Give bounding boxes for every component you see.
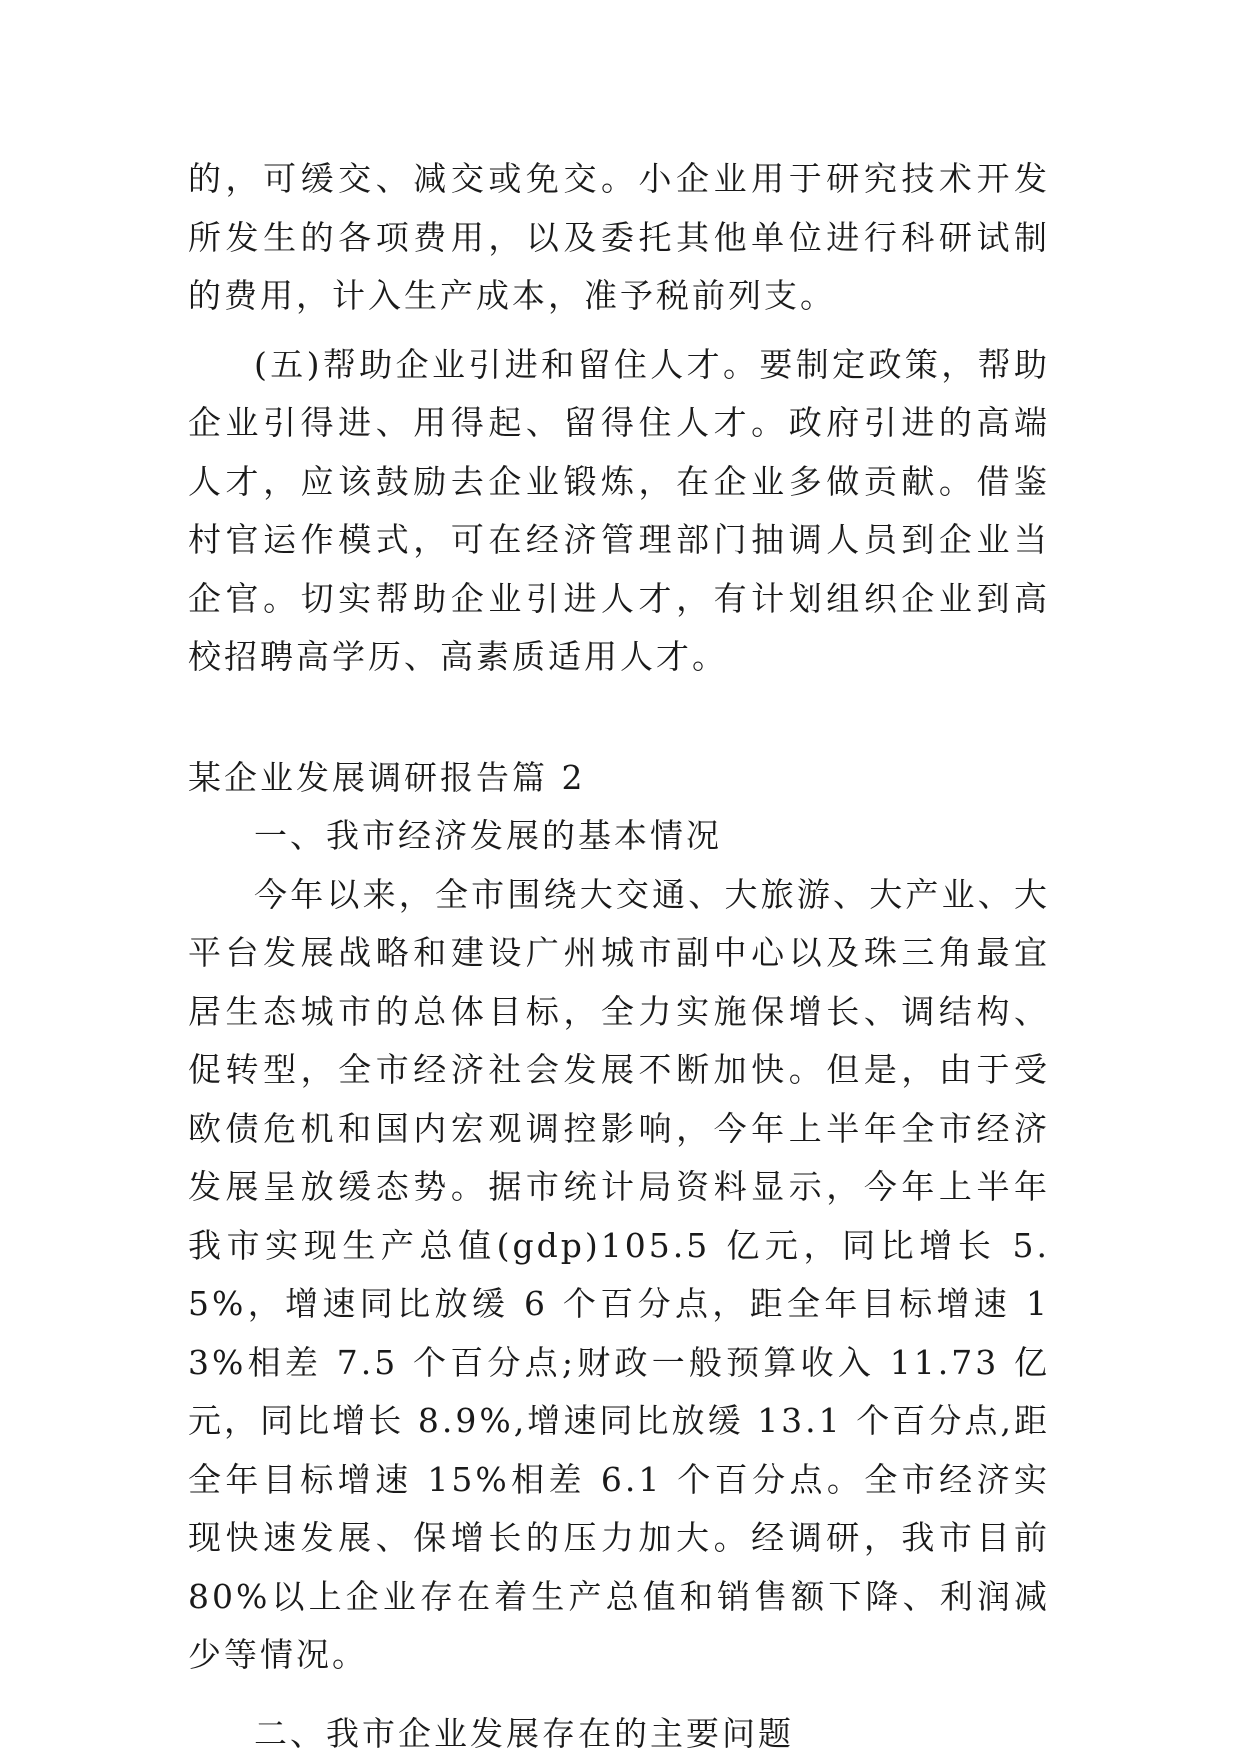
heading-economic-situation: 一、我市经济发展的基本情况 <box>188 807 1050 866</box>
paragraph-tax-deferral: 的，可缓交、减交或免交。小企业用于研究技术开发所发生的各项费用，以及委托其他单位进行科研试制的费用，计入生产成本，准予税前列支。 <box>188 150 1050 326</box>
document-page <box>188 150 1050 1763</box>
section-title: 某企业发展调研报告篇 2 <box>188 749 1050 808</box>
paragraph-economic-situation: 今年以来，全市围绕大交通、大旅游、大产业、大平台发展战略和建设广州城市副中心以及珠三角最宜居生态城市的总体目标，全力实施保增长、调结构、促转型，全市经济社会发展不断加快。但是，由于受欧债危机和国内宏观调控影响，今年上半年全市经济发展呈放缓态势。据市统计局资料显示，今年上半年我市实现生产总值(gdp)105.5 亿元，同比增长 5.5%，增速同比放缓 6 个百分点，距全年目标增速 13%相差 7.5 个百分点;财政一般预算收入 11.73 亿元，同比增长 8.9%,增速同比放缓 13.1 个百分点,距全年目标增速 15%相差 6.1 个百分点。全市经济实现快速发展、保增长的压力加大。经调研，我市目前 80%以上企业存在着生产总值和销售额下降、利润减少等情况。 <box>188 866 1050 1685</box>
heading-main-problems: 二、我市企业发展存在的主要问题 <box>188 1705 1050 1763</box>
paragraph-talent-policy: (五)帮助企业引进和留住人才。要制定政策，帮助企业引得进、用得起、留得住人才。政府引进的高端人才，应该鼓励去企业锻炼，在企业多做贡献。借鉴村官运作模式，可在经济管理部门抽调人员到企业当企官。切实帮助企业引进人才，有计划组织企业到高校招聘高学历、高素质适用人才。 <box>188 336 1050 687</box>
